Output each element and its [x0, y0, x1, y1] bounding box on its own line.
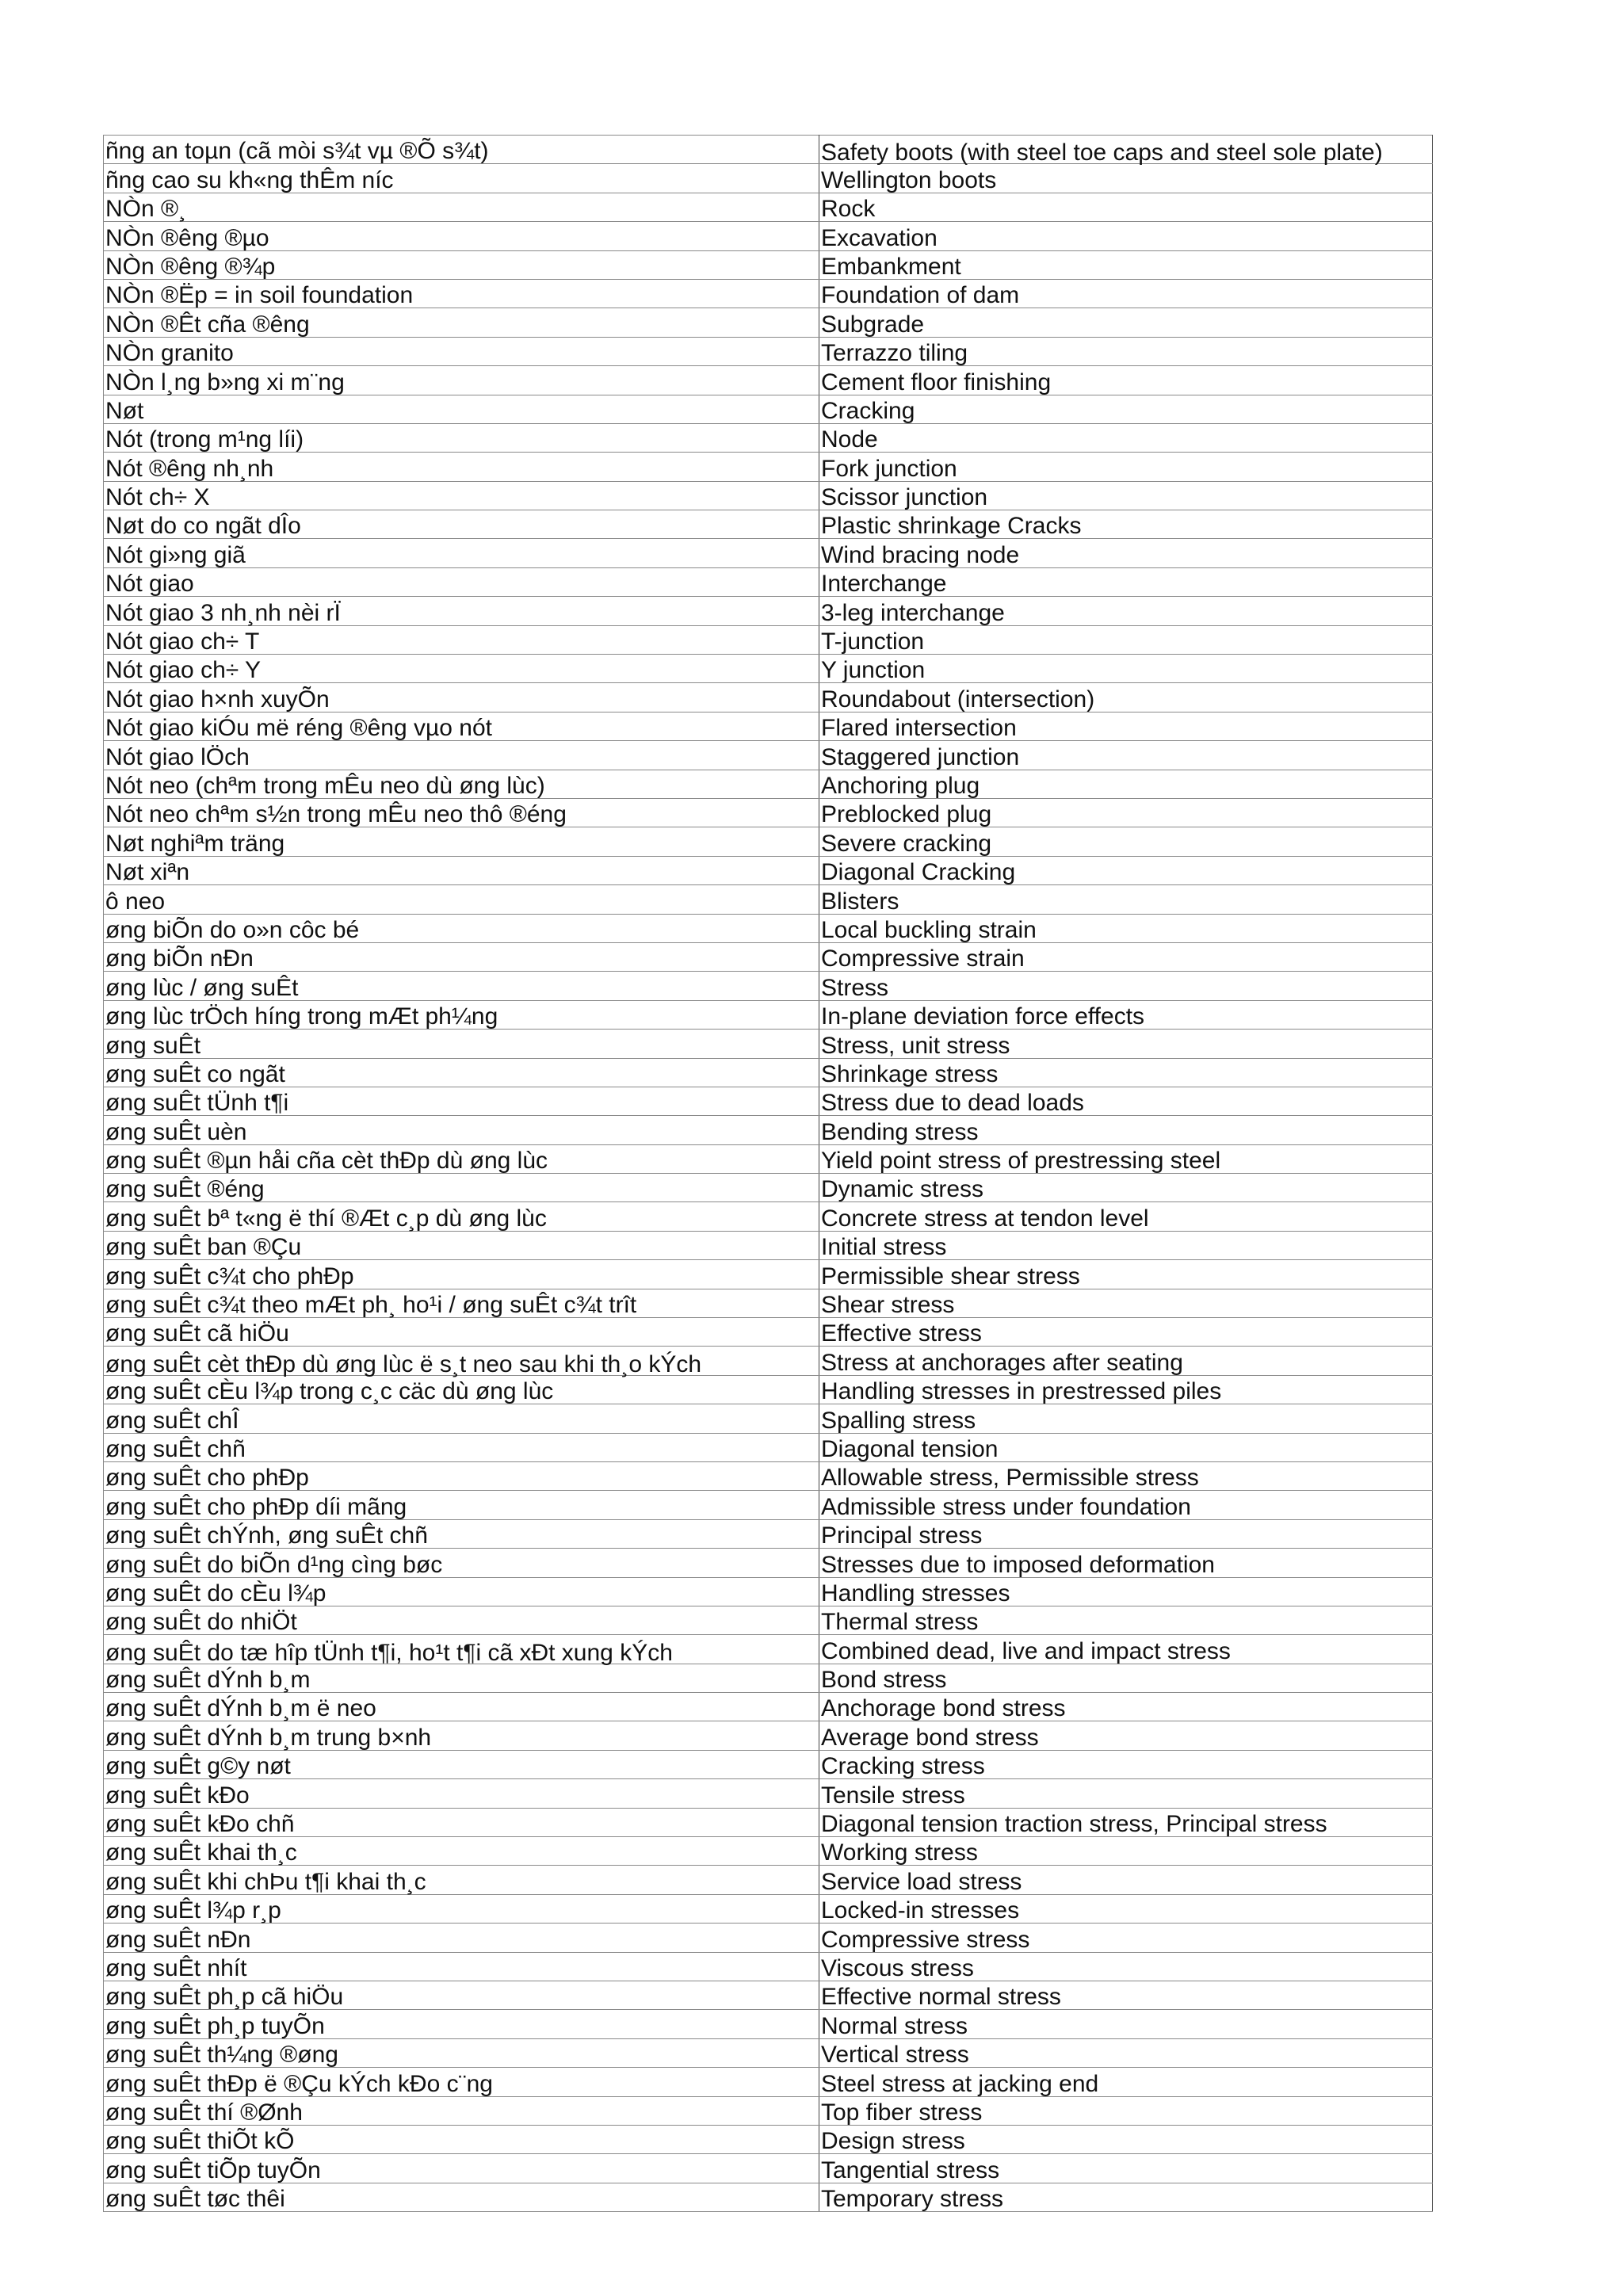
vietnamese-term: øng lùc trÖch híng trong mÆt ph¼ng: [104, 1000, 819, 1029]
table-row: [104, 885, 1433, 914]
table-row: [104, 1894, 1433, 1923]
vietnamese-term: øng suÊt co ngãt: [104, 1058, 819, 1087]
english-term: Average bond stress: [819, 1721, 1433, 1750]
table-row: [104, 1030, 1433, 1058]
english-term: Scissor junction: [819, 481, 1433, 510]
table-row: [104, 1144, 1433, 1173]
table-row: [104, 914, 1433, 942]
glossary-table: [103, 135, 1433, 2212]
vietnamese-term: Nót (trong m¹ng líi): [104, 423, 819, 452]
table-row: [104, 423, 1433, 452]
vietnamese-term: øng suÊt tÜnh t¶i: [104, 1087, 819, 1115]
english-term: Yield point stress of prestressing steel: [819, 1144, 1433, 1173]
vietnamese-term: øng suÊt tøc thêi: [104, 2183, 819, 2211]
vietnamese-term: øng suÊt khai th¸c: [104, 1837, 819, 1866]
table-row: [104, 1318, 1433, 1347]
vietnamese-term: øng suÊt nhít: [104, 1952, 819, 1981]
vietnamese-term: Nót giao ch÷ T: [104, 625, 819, 654]
vietnamese-term: øng suÊt dÝnh b¸m ë neo: [104, 1693, 819, 1721]
english-term: Compressive strain: [819, 942, 1433, 971]
vietnamese-term: Nót ch÷ X: [104, 481, 819, 510]
vietnamese-term: øng suÊt cho phÐp: [104, 1461, 819, 1490]
vietnamese-term: øng biÕn do o»n côc bé: [104, 914, 819, 942]
table-row: [104, 1433, 1433, 1461]
table-row: [104, 164, 1433, 193]
vietnamese-term: øng suÊt dÝnh b¸m: [104, 1664, 819, 1692]
table-row: [104, 453, 1433, 481]
english-term: Tensile stress: [819, 1779, 1433, 1808]
english-term: Concrete stress at tendon level: [819, 1202, 1433, 1231]
table-row: [104, 1519, 1433, 1548]
table-row: [104, 942, 1433, 971]
vietnamese-term: øng suÊt th¼ng ®øng: [104, 2038, 819, 2067]
table-row: [104, 1375, 1433, 1404]
table-row: [104, 395, 1433, 423]
table-row: [104, 2010, 1433, 2038]
table-row: [104, 1174, 1433, 1202]
vietnamese-term: øng suÊt ph¸p cã hiÖu: [104, 1981, 819, 2010]
english-term: Handling stresses: [819, 1577, 1433, 1606]
english-term: Plastic shrinkage Cracks: [819, 510, 1433, 539]
table-row: [104, 597, 1433, 625]
english-term: Service load stress: [819, 1866, 1433, 1894]
english-term: Y junction: [819, 655, 1433, 683]
english-term: Tangential stress: [819, 2154, 1433, 2183]
english-term: Compressive stress: [819, 1924, 1433, 1952]
vietnamese-term: øng suÊt do nhiÖt: [104, 1606, 819, 1634]
vietnamese-term: øng suÊt tiÕp tuyÕn: [104, 2154, 819, 2183]
english-term: Shrinkage stress: [819, 1058, 1433, 1087]
vietnamese-term: øng suÊt l¾p r¸p: [104, 1894, 819, 1923]
english-term: Dynamic stress: [819, 1174, 1433, 1202]
vietnamese-term: ô neo: [104, 885, 819, 914]
table-row: [104, 510, 1433, 539]
table-row: [104, 1549, 1433, 1577]
english-term: Stresses due to imposed deformation: [819, 1549, 1433, 1577]
english-term: Stress at anchorages after seating: [819, 1347, 1433, 1375]
english-term: Bending stress: [819, 1116, 1433, 1144]
vietnamese-term: øng suÊt cho phÐp díi mãng: [104, 1491, 819, 1519]
english-term: Embankment: [819, 250, 1433, 279]
english-term: Terrazzo tiling: [819, 337, 1433, 365]
table-row: [104, 222, 1433, 250]
table-row: [104, 366, 1433, 395]
english-term: Blisters: [819, 885, 1433, 914]
table-row: [104, 1289, 1433, 1317]
table-row: [104, 1808, 1433, 1836]
vietnamese-term: øng suÊt chÝnh, øng suÊt chñ: [104, 1519, 819, 1548]
english-term: Vertical stress: [819, 2038, 1433, 2067]
table-row: [104, 827, 1433, 856]
vietnamese-term: øng lùc / øng suÊt: [104, 972, 819, 1000]
english-term: Excavation: [819, 222, 1433, 250]
table-row: [104, 1202, 1433, 1231]
vietnamese-term: øng suÊt dÝnh b¸m trung b×nh: [104, 1721, 819, 1750]
vietnamese-term: Nøt xiªn: [104, 856, 819, 884]
english-term: Thermal stress: [819, 1606, 1433, 1634]
vietnamese-term: øng suÊt cã hiÖu: [104, 1318, 819, 1347]
vietnamese-term: øng suÊt do cÈu l¾p: [104, 1577, 819, 1606]
english-term: Wellington boots: [819, 164, 1433, 193]
table-row: [104, 308, 1433, 337]
english-term: T-junction: [819, 625, 1433, 654]
vietnamese-term: øng suÊt chñ: [104, 1433, 819, 1461]
table-row: [104, 279, 1433, 308]
vietnamese-term: Nøt nghiªm träng: [104, 827, 819, 856]
vietnamese-term: Nøt do co ngãt dÎo: [104, 510, 819, 539]
vietnamese-term: øng suÊt ban ®Çu: [104, 1231, 819, 1259]
vietnamese-term: øng suÊt do biÕn d¹ng cìng bøc: [104, 1549, 819, 1577]
vietnamese-term: øng suÊt c¾t theo mÆt ph¸ ho¹i / øng suÊt c¾t trît: [104, 1289, 819, 1317]
table-row: [104, 567, 1433, 596]
vietnamese-term: øng suÊt c¾t cho phÐp: [104, 1260, 819, 1289]
english-term: Bond stress: [819, 1664, 1433, 1692]
english-term: Principal stress: [819, 1519, 1433, 1548]
table-row: [104, 250, 1433, 279]
table-row: [104, 193, 1433, 221]
english-term: 3-leg interchange: [819, 597, 1433, 625]
vietnamese-term: øng suÊt: [104, 1030, 819, 1058]
table-row: [104, 1577, 1433, 1606]
english-term: Flared intersection: [819, 712, 1433, 740]
english-term: Anchorage bond stress: [819, 1693, 1433, 1721]
vietnamese-term: øng suÊt bª t«ng ë thí ®Æt c¸p dù øng lùc: [104, 1202, 819, 1231]
vietnamese-term: Nót giao 3 nh¸nh nèi rÏ: [104, 597, 819, 625]
english-term: Handling stresses in prestressed piles: [819, 1375, 1433, 1404]
english-term: Effective stress: [819, 1318, 1433, 1347]
table-row: [104, 683, 1433, 712]
english-term: Safety boots (with steel toe caps and steel sole plate): [819, 136, 1433, 164]
vietnamese-term: øng biÕn nÐn: [104, 942, 819, 971]
english-term: Diagonal tension: [819, 1433, 1433, 1461]
english-term: Effective normal stress: [819, 1981, 1433, 2010]
vietnamese-term: øng suÊt thí ®Ønh: [104, 2096, 819, 2125]
vietnamese-term: øng suÊt ®éng: [104, 1174, 819, 1202]
table-row: [104, 655, 1433, 683]
english-term: Shear stress: [819, 1289, 1433, 1317]
english-term: Allowable stress, Permissible stress: [819, 1461, 1433, 1490]
english-term: Spalling stress: [819, 1404, 1433, 1433]
vietnamese-term: øng suÊt khi chÞu t¶i khai th¸c: [104, 1866, 819, 1894]
table-row: [104, 1664, 1433, 1692]
table-row: [104, 798, 1433, 827]
vietnamese-term: NÒn ®¸: [104, 193, 819, 221]
english-term: Cement floor finishing: [819, 366, 1433, 395]
table-row: [104, 1260, 1433, 1289]
table-row: [104, 625, 1433, 654]
table-row: [104, 1087, 1433, 1115]
table-row: [104, 1116, 1433, 1144]
table-row: [104, 2154, 1433, 2183]
vietnamese-term: øng suÊt chÎ: [104, 1404, 819, 1433]
table-row: [104, 1952, 1433, 1981]
english-term: Initial stress: [819, 1231, 1433, 1259]
vietnamese-term: øng suÊt thiÕt kÕ: [104, 2125, 819, 2153]
table-row: [104, 1981, 1433, 2010]
vietnamese-term: øng suÊt uèn: [104, 1116, 819, 1144]
english-term: Combined dead, live and impact stress: [819, 1635, 1433, 1664]
english-term: Anchoring plug: [819, 770, 1433, 798]
table-row: [104, 2068, 1433, 2096]
english-term: Admissible stress under foundation: [819, 1491, 1433, 1519]
english-term: Staggered junction: [819, 741, 1433, 770]
english-term: Stress: [819, 972, 1433, 1000]
english-term: Severe cracking: [819, 827, 1433, 856]
english-term: Foundation of dam: [819, 279, 1433, 308]
english-term: Fork junction: [819, 453, 1433, 481]
english-term: Design stress: [819, 2125, 1433, 2153]
english-term: Locked-in stresses: [819, 1894, 1433, 1923]
vietnamese-term: øng suÊt do tæ hîp tÜnh t¶i, ho¹t t¶i cã xÐt xung kÝch: [104, 1635, 819, 1664]
vietnamese-term: øng suÊt ®µn håi cña cèt thÐp dù øng lùc: [104, 1144, 819, 1173]
table-row: [104, 1606, 1433, 1634]
table-row: [104, 2183, 1433, 2211]
vietnamese-term: NÒn granito: [104, 337, 819, 365]
table-row: [104, 1693, 1433, 1721]
vietnamese-term: ñng an toµn (cã mòi s¾t vµ ®Õ s¾t): [104, 136, 819, 164]
table-row: [104, 1347, 1433, 1375]
glossary-body: [104, 136, 1433, 2212]
english-term: Interchange: [819, 567, 1433, 596]
english-term: Top fiber stress: [819, 2096, 1433, 2125]
table-row: [104, 136, 1433, 164]
english-term: Roundabout (intersection): [819, 683, 1433, 712]
english-term: Viscous stress: [819, 1952, 1433, 1981]
vietnamese-term: NÒn ®êng ®µo: [104, 222, 819, 250]
table-row: [104, 1924, 1433, 1952]
english-term: Subgrade: [819, 308, 1433, 337]
table-row: [104, 1491, 1433, 1519]
vietnamese-term: NÒn ®êng ®¾p: [104, 250, 819, 279]
english-term: Local buckling strain: [819, 914, 1433, 942]
table-row: [104, 1779, 1433, 1808]
vietnamese-term: NÒn l¸ng b»ng xi m¨ng: [104, 366, 819, 395]
vietnamese-term: Nót giao ch÷ Y: [104, 655, 819, 683]
table-row: [104, 2038, 1433, 2067]
english-term: Wind bracing node: [819, 539, 1433, 567]
vietnamese-term: NÒn ®Ëp = in soil foundation: [104, 279, 819, 308]
table-row: [104, 1866, 1433, 1894]
vietnamese-term: Nøt: [104, 395, 819, 423]
vietnamese-term: øng suÊt cÈu l¾p trong c¸c cäc dù øng lùc: [104, 1375, 819, 1404]
english-term: Cracking stress: [819, 1750, 1433, 1778]
vietnamese-term: Nót giao kiÓu më réng ®êng vµo nót: [104, 712, 819, 740]
english-term: Working stress: [819, 1837, 1433, 1866]
table-row: [104, 1000, 1433, 1029]
table-row: [104, 1837, 1433, 1866]
vietnamese-term: øng suÊt cèt thÐp dù øng lùc ë s¸t neo sau khi th¸o kÝch: [104, 1347, 819, 1375]
vietnamese-term: øng suÊt kÐo chñ: [104, 1808, 819, 1836]
table-row: [104, 2125, 1433, 2153]
vietnamese-term: Nót giao h×nh xuyÕn: [104, 683, 819, 712]
english-term: Stress, unit stress: [819, 1030, 1433, 1058]
english-term: Normal stress: [819, 2010, 1433, 2038]
table-row: [104, 539, 1433, 567]
english-term: Rock: [819, 193, 1433, 221]
vietnamese-term: Nót ®êng nh¸nh: [104, 453, 819, 481]
vietnamese-term: Nót neo chªm s½n trong mÊu neo thô ®éng: [104, 798, 819, 827]
english-term: Diagonal Cracking: [819, 856, 1433, 884]
table-row: [104, 1635, 1433, 1664]
table-row: [104, 1404, 1433, 1433]
vietnamese-term: Nót giao lÖch: [104, 741, 819, 770]
english-term: In-plane deviation force effects: [819, 1000, 1433, 1029]
vietnamese-term: øng suÊt g©y nøt: [104, 1750, 819, 1778]
table-row: [104, 1058, 1433, 1087]
table-row: [104, 856, 1433, 884]
table-row: [104, 770, 1433, 798]
vietnamese-term: øng suÊt kÐo: [104, 1779, 819, 1808]
table-row: [104, 712, 1433, 740]
vietnamese-term: øng suÊt thÐp ë ®Çu kÝch kÐo c¨ng: [104, 2068, 819, 2096]
vietnamese-term: Nót giao: [104, 567, 819, 596]
vietnamese-term: Nót gi»ng giã: [104, 539, 819, 567]
table-row: [104, 972, 1433, 1000]
vietnamese-term: øng suÊt nÐn: [104, 1924, 819, 1952]
english-term: Steel stress at jacking end: [819, 2068, 1433, 2096]
table-row: [104, 1721, 1433, 1750]
vietnamese-term: øng suÊt ph¸p tuyÕn: [104, 2010, 819, 2038]
english-term: Stress due to dead loads: [819, 1087, 1433, 1115]
english-term: Permissible shear stress: [819, 1260, 1433, 1289]
vietnamese-term: NÒn ®Êt cña ®êng: [104, 308, 819, 337]
table-row: [104, 1750, 1433, 1778]
english-term: Temporary stress: [819, 2183, 1433, 2211]
english-term: Preblocked plug: [819, 798, 1433, 827]
english-term: Node: [819, 423, 1433, 452]
table-row: [104, 337, 1433, 365]
table-row: [104, 1461, 1433, 1490]
english-term: Diagonal tension traction stress, Principal stress: [819, 1808, 1433, 1836]
table-row: [104, 481, 1433, 510]
vietnamese-term: ñng cao su kh«ng thÊm níc: [104, 164, 819, 193]
english-term: Cracking: [819, 395, 1433, 423]
table-row: [104, 1231, 1433, 1259]
table-row: [104, 2096, 1433, 2125]
table-row: [104, 741, 1433, 770]
vietnamese-term: Nót neo (chªm trong mÊu neo dù øng lùc): [104, 770, 819, 798]
